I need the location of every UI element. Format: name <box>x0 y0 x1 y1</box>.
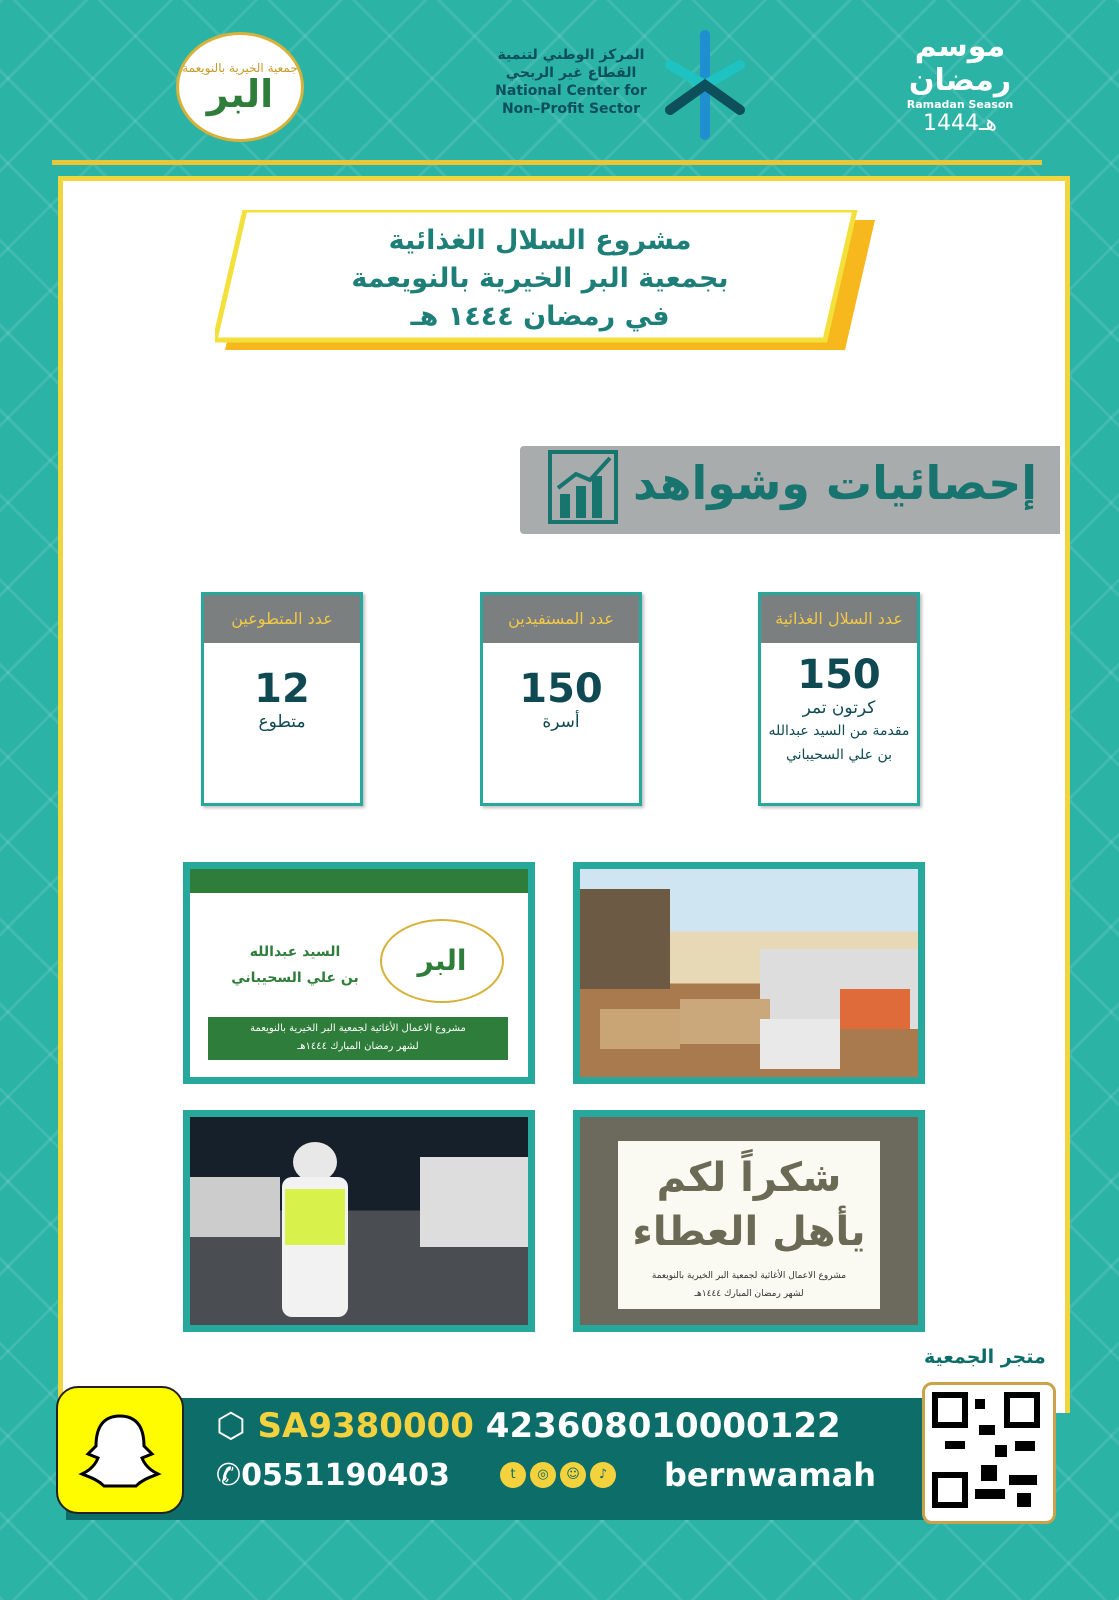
stat-card-unit: كرتون تمر <box>802 698 876 718</box>
ncnp-ar-line2: القطاع غير الربحي <box>505 65 637 81</box>
season-year: 1444هـ <box>922 111 998 136</box>
stat-card-number: 150 <box>519 666 603 712</box>
store-label: متجر الجمعية <box>924 1346 1046 1368</box>
thanks-small1: مشروع الاعمال الأغاثية لجمعية البر الخيرية بالنويعمة <box>651 1271 847 1281</box>
stat-card-unit: متطوع <box>258 712 306 732</box>
charity-logo-sub: جمعية الخيرية بالنويعمة <box>182 61 298 75</box>
social-handle[interactable]: bernwamah <box>664 1456 877 1494</box>
season-ar-line2: رمضان <box>908 63 1012 98</box>
iban-text <box>216 1406 841 1446</box>
sponsor-band-line2: لشهر رمضان المبارك ١٤٤٤هـ <box>297 1041 419 1052</box>
stat-card-beneficiaries <box>480 592 642 806</box>
title-line2: بجمعية البر الخيرية بالنويعمة <box>351 263 729 294</box>
social-icons <box>500 1462 616 1490</box>
title-line1: مشروع السلال الغذائية <box>388 225 692 256</box>
phone-number <box>216 1458 450 1493</box>
chart-icon <box>548 450 618 524</box>
thanks-subtitle <box>618 1267 880 1303</box>
thanks-headline <box>618 1151 880 1259</box>
sponsor-band <box>208 1017 508 1060</box>
charity-logo <box>176 32 304 142</box>
snapchat-icon[interactable]: ☺ <box>560 1462 586 1488</box>
thanks-small2: لشهر رمضان المبارك ١٤٤٤هـ <box>694 1289 804 1299</box>
stat-card-header: عدد المتطوعين <box>204 595 360 643</box>
volunteer-photo <box>183 1110 535 1332</box>
iban-start: SA9380000 <box>257 1406 474 1446</box>
thanks-card <box>573 1110 925 1332</box>
thanks-card-inner <box>618 1141 880 1309</box>
stat-card-volunteers <box>201 592 363 806</box>
boxes-truck-image <box>580 869 920 1079</box>
ncnp-en-line2: Non–Profit Sector <box>501 101 641 117</box>
snapcode[interactable] <box>56 1386 184 1514</box>
top-gold-line <box>52 160 1042 165</box>
ramadan-season-logo <box>905 30 1015 136</box>
stat-card-number: 150 <box>797 652 881 698</box>
distribution-photo <box>573 862 925 1084</box>
stats-section-title: إحصائيات وشواهد <box>633 456 1037 510</box>
qr-code-icon <box>925 1385 1047 1515</box>
bank-icon: ⬡ <box>216 1406 258 1446</box>
phone-value: 0551190403 <box>241 1458 450 1493</box>
snapchat-ghost-icon <box>58 1388 182 1512</box>
sponsor-charity-logo: البر <box>380 919 504 1003</box>
stat-card-unit: أسرة <box>542 712 580 732</box>
sponsor-band-line1: مشروع الاعمال الأغاثية لجمعية البر الخيرية بالنويعمة <box>250 1023 466 1034</box>
sponsor-name-line1: السيد عبدالله <box>249 944 341 960</box>
stat-card-detail: مقدمة من السيد عبدالله <box>768 723 910 739</box>
stat-card-header: عدد المستفيدين <box>483 595 639 643</box>
iban-rest: 423608010000122 <box>485 1406 841 1446</box>
stat-card-number: 12 <box>254 666 310 712</box>
season-en: Ramadan Season <box>906 98 1014 111</box>
stat-card-baskets <box>758 592 920 806</box>
season-ar-line1: موسم <box>914 29 1006 64</box>
thanks-line2: يأهل العطاء <box>632 1209 866 1255</box>
night-street-image <box>190 1117 530 1327</box>
ncnp-mark-icon <box>660 30 750 140</box>
stat-card-detail: بن علي السحيباني <box>785 747 893 763</box>
title-line3: في رمضان ١٤٤٤ هـ <box>410 301 670 332</box>
ncnp-logo-text <box>476 46 666 118</box>
store-qr-code[interactable] <box>922 1382 1056 1524</box>
thanks-line1: شكراً لكم <box>656 1155 842 1201</box>
sponsor-card <box>183 862 535 1084</box>
project-title <box>270 222 810 336</box>
instagram-icon[interactable]: ◎ <box>530 1462 556 1488</box>
charity-logo-main: البر <box>206 72 274 116</box>
sponsor-top-band <box>190 869 528 893</box>
twitter-icon[interactable]: t <box>500 1462 526 1488</box>
stat-card-header: عدد السلال الغذائية <box>761 595 917 643</box>
ncnp-en-line1: National Center for <box>495 83 647 99</box>
ncnp-ar-line1: المركز الوطني لتنمية <box>497 47 645 63</box>
whatsapp-icon: ✆ <box>216 1458 242 1493</box>
sponsor-name-line2: بن علي السحيباني <box>231 970 359 986</box>
sponsor-name <box>220 939 370 991</box>
tiktok-icon[interactable]: ♪ <box>590 1462 616 1488</box>
